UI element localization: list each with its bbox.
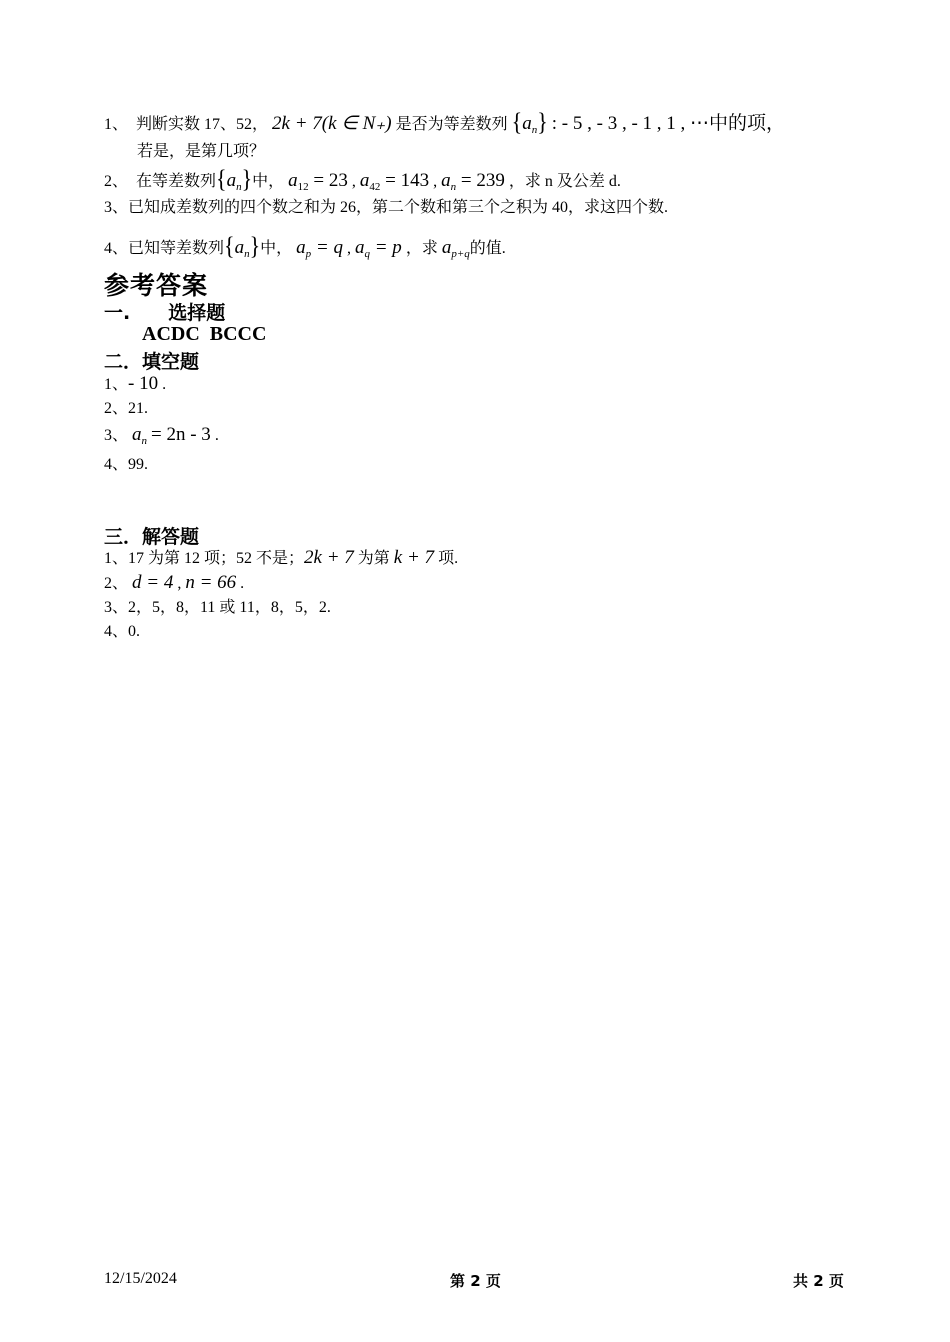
right-brace: } xyxy=(241,164,253,193)
sequence-terms: : - 5 , - 3 , - 1 , 1 , ⋯中的项， xyxy=(551,113,786,134)
section-2-heading: 二．填空题 xyxy=(104,351,200,373)
term-symbol: a xyxy=(288,170,298,191)
answer-end: . xyxy=(236,575,245,592)
term-symbol: a xyxy=(354,237,365,258)
fill-answer-2 xyxy=(104,399,148,419)
term-subscript: p+q xyxy=(451,248,470,260)
problem-3 xyxy=(104,198,668,218)
answers-title: 参考答案 xyxy=(104,271,209,300)
left-brace: { xyxy=(216,164,227,193)
term-symbol: a xyxy=(441,170,451,191)
answer-text: 为第 xyxy=(353,550,394,567)
answer-number: 4、 xyxy=(104,456,129,473)
problem-text: ，求 xyxy=(405,240,438,257)
left-brace: { xyxy=(224,231,235,260)
sequence-symbol: a xyxy=(234,237,245,258)
problem-text: 中， xyxy=(252,173,285,190)
sequence-symbol: a xyxy=(226,170,237,191)
problem-4: 4、已知等差数列$\{a_n\}$中， $a_p = q$ , $a_q = p$ ，求 $a_{p+q}$的值. xyxy=(104,231,506,260)
formula: 2k + 7 xyxy=(304,547,354,568)
problem-text: 中， xyxy=(260,240,293,257)
formula: k + 7 xyxy=(393,547,435,568)
problem-text: 3、已知成差数列的四个数之和为 26，第二个数和第三个之积为 40，求这四个数. xyxy=(104,199,669,216)
answer-text: 项. xyxy=(434,550,459,567)
sequence-subscript: n xyxy=(244,248,250,260)
solve-answer-1 xyxy=(104,548,458,569)
problem-text: 在等差数列 xyxy=(136,173,217,190)
answer-end: . xyxy=(158,376,167,393)
term-value: = 239 xyxy=(456,170,505,191)
problem-text: 判断实数 17、52， xyxy=(136,116,269,133)
solve-answer-2: 2、 d = 4 , n = 66 . xyxy=(104,572,245,593)
term-symbol: a xyxy=(132,424,142,445)
term-value: = p xyxy=(369,237,402,258)
section-1-heading: 一. 选择题 xyxy=(104,302,226,324)
term-subscript: 12 xyxy=(297,181,309,193)
right-brace: } xyxy=(249,231,261,260)
problem-text: 若是，是第几项？ xyxy=(137,143,266,160)
answer-end: . xyxy=(210,427,219,444)
term-symbol: a xyxy=(441,237,452,258)
answer-value: = 2n - 3 xyxy=(151,424,211,445)
term-symbol: a xyxy=(296,237,306,258)
footer-page-number: 第 2 页 xyxy=(450,1272,501,1290)
answer-value: 21. xyxy=(128,400,149,417)
fill-answer-1 xyxy=(104,374,166,395)
problem-number: 2、 xyxy=(104,173,129,190)
answer-value: n = 66 xyxy=(185,572,237,593)
solve-answer-3 xyxy=(104,598,331,618)
term-symbol: a xyxy=(359,170,370,191)
footer-date: 12/15/2024 xyxy=(104,1270,177,1287)
problem-1-line-2 xyxy=(137,142,265,162)
term-value: = 143 xyxy=(380,170,430,191)
answer-value: - 10 xyxy=(128,373,159,394)
answer-value: 99. xyxy=(128,456,149,473)
answer-number: 2、 xyxy=(104,400,129,417)
problem-text: 是否为等差数列 xyxy=(395,116,508,133)
right-brace: } xyxy=(537,107,548,136)
term-subscript: p xyxy=(305,248,312,260)
problem-text: 4、已知等差数列 xyxy=(104,240,225,257)
term-subscript: n xyxy=(450,181,457,193)
sequence-symbol: a xyxy=(522,113,532,134)
term-value: = q xyxy=(311,237,343,258)
sequence-subscript: n xyxy=(531,124,538,136)
term-subscript: q xyxy=(364,248,370,260)
answer-number: 1、 xyxy=(104,376,129,393)
section-3-heading: 三．解答题 xyxy=(104,526,200,548)
problem-2: 2、 在等差数列$\{a_n\}$中， $a_{12} = 23$ , $a_{42} = 143$ , $a_n = 239$ ，求 n 及公差 d. xyxy=(104,164,621,193)
answer-text: 3、2，5，8，11 或 11，8，5，2. xyxy=(104,599,331,616)
fill-answer-4 xyxy=(104,455,148,475)
term-subscript: 42 xyxy=(369,181,381,193)
solve-answer-4 xyxy=(104,622,140,642)
formula: 2k + 7(k ∈ N₊) xyxy=(272,113,392,134)
term-value: = 23 xyxy=(308,170,348,191)
left-brace: { xyxy=(511,107,523,136)
answer-number: 2、 xyxy=(104,575,129,592)
choice-answers: ACDC BCCC xyxy=(142,323,267,345)
term-subscript: n xyxy=(141,435,148,447)
answer-number: 3、 xyxy=(104,427,129,444)
problem-1-line-1 xyxy=(104,107,786,140)
sequence-subscript: n xyxy=(236,181,242,193)
footer-total-pages: 共 2 页 xyxy=(793,1272,844,1290)
problem-text: ，求 n 及公差 d. xyxy=(508,173,621,190)
problem-number: 1、 xyxy=(104,116,129,133)
answer-text: 4、0. xyxy=(104,623,141,640)
fill-answer-3 xyxy=(104,425,219,451)
answer-text: 1、17 为第 12 项；52 不是； xyxy=(104,550,305,567)
answer-value: d = 4 xyxy=(132,572,174,593)
problem-text: 的值. xyxy=(469,240,506,257)
